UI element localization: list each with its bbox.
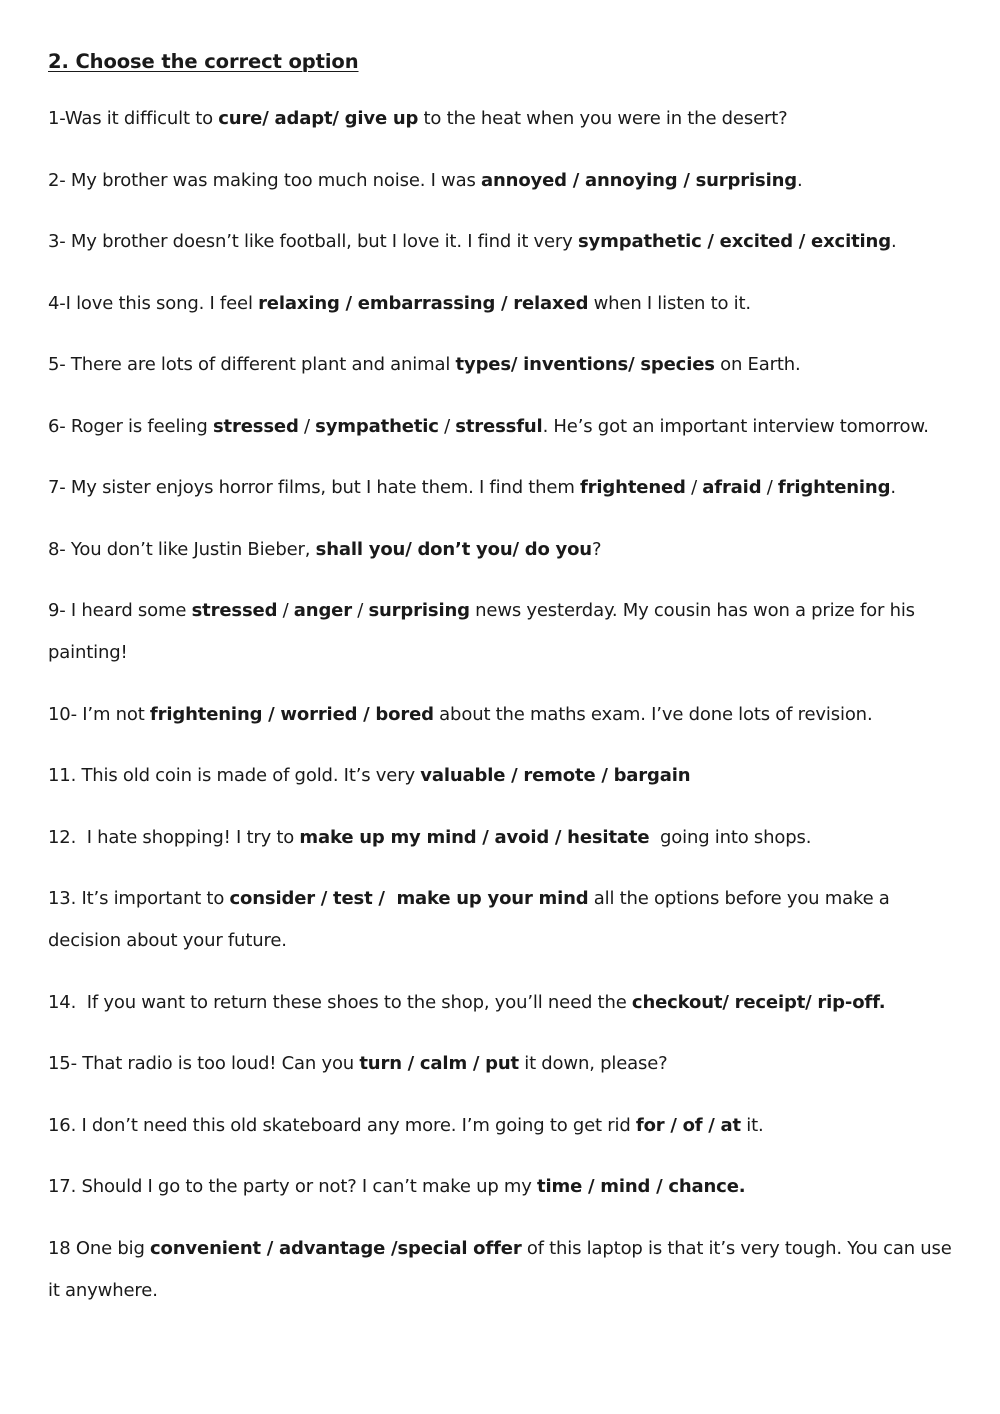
question-item	[48, 982, 952, 1024]
answer-options: convenient / advantage /special offer	[150, 1237, 522, 1259]
answer-options: turn / calm / put	[359, 1053, 519, 1074]
question-item	[48, 590, 952, 674]
question-text: 16. I don’t need this old skateboard any more. I’m going to get rid	[48, 1114, 636, 1136]
question-text: .	[890, 231, 897, 252]
question-item	[48, 283, 952, 325]
answer-options: shall you/ don’t you/ do you	[315, 538, 592, 560]
answer-options: relaxing / embarrassing / relaxed	[258, 292, 589, 314]
question-text: 15- That radio is too loud! Can you	[48, 1053, 360, 1074]
answer-options: stressful	[455, 415, 543, 437]
exercise-title: 2. Choose the correct option	[48, 50, 359, 73]
question-text: when I listen to it.	[588, 292, 751, 314]
question-text: /	[438, 415, 456, 437]
question-item	[48, 98, 952, 140]
question-text: on Earth.	[714, 354, 801, 375]
answer-options: sympathetic	[315, 415, 439, 437]
question-item	[48, 817, 952, 859]
question-item	[48, 694, 952, 736]
question-text: it down, please?	[518, 1053, 668, 1074]
answer-options: checkout/ receipt/ rip-off.	[631, 991, 886, 1013]
question-text: ?	[591, 538, 602, 560]
question-text: /	[761, 477, 778, 498]
answer-options: valuable / remote / bargain	[420, 765, 691, 786]
question-item	[48, 1228, 957, 1312]
question-text: 17. Should I go to the party or not? I can’t make up my	[48, 1176, 538, 1197]
question-text: 10- I’m not	[48, 703, 150, 725]
answer-options: cure/ adapt/ give up	[218, 108, 419, 129]
question-item	[48, 221, 952, 263]
answer-options: stressed	[212, 415, 299, 437]
answer-options: consider / test / make up your mind	[229, 888, 589, 909]
question-text: .	[890, 477, 896, 498]
answer-options: types/ inventions/ species	[455, 354, 715, 375]
answer-options: frightened	[580, 477, 686, 498]
answer-options: time / mind / chance.	[537, 1176, 746, 1197]
question-text: it.	[740, 1114, 764, 1136]
question-item	[48, 878, 952, 962]
answer-options: stressed	[191, 600, 278, 621]
question-text: .	[797, 169, 803, 191]
answer-options: for / of / at	[635, 1114, 741, 1136]
answer-options: sympathetic / excited / exciting	[577, 231, 891, 252]
answer-options: make up my mind / avoid / hesitate	[299, 826, 650, 848]
question-text: /	[298, 415, 316, 437]
question-text: 6- Roger is feeling	[48, 415, 213, 437]
question-text: 5- There are lots of different plant and animal	[48, 354, 456, 375]
question-text: 11. This old coin is made of gold. It’s very	[48, 765, 421, 786]
answer-options: frightening / worried / bored	[149, 703, 434, 725]
question-item	[48, 406, 952, 448]
question-list	[48, 98, 957, 1312]
question-item	[48, 160, 952, 202]
answer-options: surprising	[368, 600, 470, 621]
question-text: /	[277, 600, 294, 621]
question-text: /	[351, 600, 369, 621]
question-item	[48, 1105, 952, 1147]
answer-options: frightening	[777, 477, 891, 498]
question-text: . He’s got an important interview tomorrow.	[542, 415, 929, 437]
question-text: of this laptop is that it’s very tough. You can use it anywhere.	[48, 1237, 957, 1301]
question-item	[48, 1043, 952, 1085]
question-text: 1-Was it difficult to	[48, 108, 219, 129]
question-text: all the options before you make a decision about your future.	[48, 888, 895, 951]
question-text: 12. I hate shopping! I try to	[48, 826, 300, 848]
question-text: /	[685, 477, 703, 498]
question-text: 18 One big	[48, 1237, 151, 1259]
question-text: 2- My brother was making too much noise. I was	[48, 169, 481, 191]
question-item	[48, 344, 952, 386]
question-text: news yesterday. My cousin has won a prize for his painting!	[48, 600, 921, 663]
question-text: going into shops.	[649, 826, 812, 848]
question-text: 4-I love this song. I feel	[48, 292, 259, 314]
question-item	[48, 1166, 952, 1208]
question-item	[48, 755, 952, 797]
question-text: about the maths exam. I’ve done lots of revision.	[433, 703, 873, 725]
answer-options: anger	[293, 600, 352, 621]
question-text: 8- You don’t like Justin Bieber,	[48, 538, 316, 560]
question-text: 7- My sister enjoys horror films, but I hate them. I find them	[48, 477, 580, 498]
question-text: 9- I heard some	[48, 600, 192, 621]
question-text: 3- My brother doesn’t like football, but I love it. I find it very	[48, 231, 578, 252]
question-item	[48, 529, 952, 571]
question-text: 14. If you want to return these shoes to the shop, you’ll need the	[48, 991, 632, 1013]
answer-options: annoyed / annoying / surprising	[481, 169, 797, 191]
question-text: 13. It’s important to	[48, 888, 230, 909]
answer-options: afraid	[702, 477, 762, 498]
question-item	[48, 467, 952, 509]
question-text: to the heat when you were in the desert?	[418, 108, 788, 129]
